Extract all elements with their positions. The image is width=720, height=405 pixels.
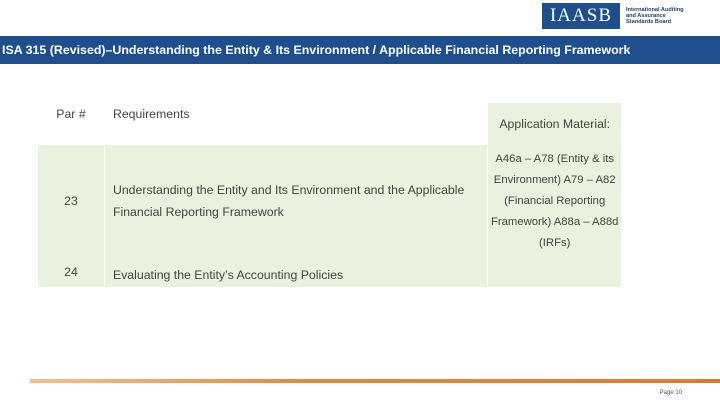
row-par: 23 [38,145,104,257]
logo-subtitle: International Auditing and Assurance Standards Board [626,6,684,26]
iaasb-logo [542,3,690,29]
table-row [38,257,621,287]
header-par: Par # [38,103,104,145]
row-par: 24 [38,257,104,287]
requirement-text: Understanding the Entity and Its Environment and the Applicable Financial Reporting Framework [112,183,465,219]
footer-rule [30,379,720,383]
requirements-table [38,103,621,287]
row-requirement [104,145,487,257]
table-row [38,145,621,257]
application-text: A46a – A78 (Entity & its Environment) A79 – A82 (Financial Reporting Framework) A88a – A88d (IRFs) [490,152,619,249]
logo-mark: IAASB [542,3,620,29]
header-application-material: Application Material: [488,103,621,145]
row-requirement [104,257,487,287]
row-application [488,257,621,287]
table-header-row [38,103,621,145]
slide-title: ISA 315 (Revised)–Understanding the Entity & Its Environment / Applicable Financial Reporting Framework [0,36,720,64]
requirement-text: Evaluating the Entity’s Accounting Policies [112,268,344,282]
row-application [488,145,621,257]
header-requirements: Requirements [104,103,487,145]
page-number: Page 10 [659,390,682,396]
